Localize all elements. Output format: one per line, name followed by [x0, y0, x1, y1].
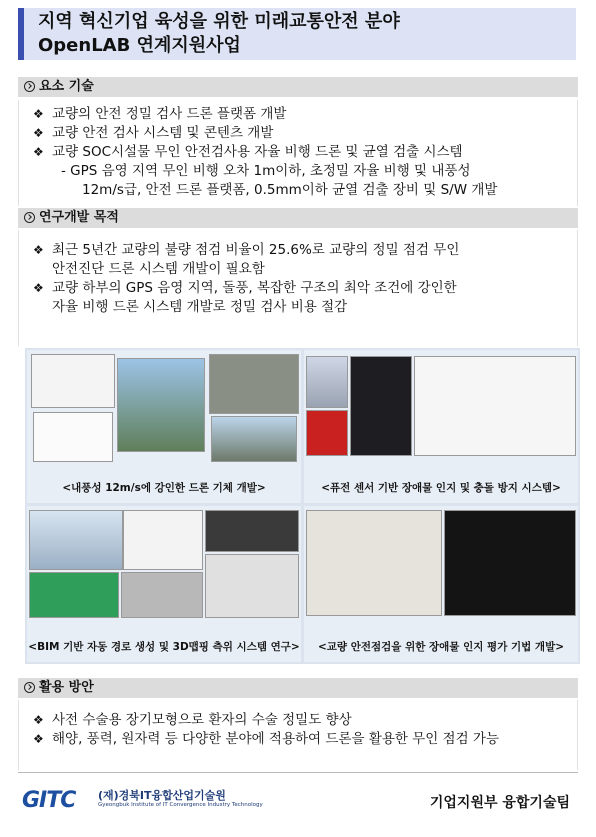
org-subtitle: Gyeongbuk Institute of IT Convergence Industry Technology — [98, 802, 263, 808]
page-title-bar — [18, 8, 576, 60]
footer-divider — [18, 772, 578, 773]
camera-view-image — [205, 510, 299, 552]
section-heading-label: 활용 방안 — [39, 680, 94, 695]
image-caption: <교량 안전점검을 위한 장애물 인지 평가 기법 개발> — [317, 641, 565, 653]
gitc-logo: GITC — [22, 788, 76, 813]
sub-list-item: 12m/s급, 안전 드론 플랫폼, 0.5mm이하 균열 검출 장비 및 S/W 개발 — [82, 182, 498, 198]
image-panel-sensor — [304, 350, 578, 503]
bridge-photo-image — [211, 416, 297, 462]
list-item: ❖ 최근 5년간 교량의 불량 점검 비율이 25.6%로 교량의 정밀 점검 무인 — [33, 242, 460, 258]
page-title-line2: OpenLAB 연계지원사업 — [38, 35, 241, 56]
image-panel-drone — [27, 350, 301, 503]
diamond-bullet-icon: ❖ — [33, 107, 44, 121]
circle-arrow-icon — [24, 682, 35, 693]
org-name: (재)경북IT융합산업기술원 — [98, 789, 226, 802]
page-title-line1: 지역 혁신기업 육성을 위한 미래교통안전 분야 — [38, 11, 400, 32]
section-body-purpose — [18, 230, 578, 346]
drone-chart-image — [31, 354, 115, 408]
bridge-model-image — [444, 510, 576, 616]
list-item: ❖ 해양, 풍력, 원자력 등 다양한 분야에 적용하여 드론을 활용한 무인 점검 가능 — [33, 731, 500, 747]
measurement-image — [205, 554, 299, 618]
image-caption: <퓨전 센서 기반 장애물 인지 및 충돌 방지 시스템> — [321, 482, 561, 494]
diamond-bullet-icon: ❖ — [33, 281, 44, 295]
department-name: 기업지원부 융합기술팀 — [429, 795, 570, 811]
sub-list-item: - GPS 음영 지역 무인 비행 오차 1m이하, 초정밀 자율 비행 및 내풍성 — [61, 163, 471, 179]
depth-map-image — [306, 410, 348, 456]
list-item-continued: 자율 비행 드론 시스템 개발로 정밀 검사 비용 절감 — [52, 299, 348, 315]
diamond-bullet-icon: ❖ — [33, 732, 44, 746]
image-panel-bim — [27, 506, 301, 662]
list-item: ❖ 교량 하부의 GPS 음영 지역, 돌풍, 복잡한 구조의 최악 조건에 강인한 — [33, 280, 457, 296]
diamond-bullet-icon: ❖ — [33, 145, 44, 159]
section-body-tech — [18, 100, 578, 206]
diamond-bullet-icon: ❖ — [33, 243, 44, 257]
test-rig-image — [306, 510, 442, 616]
circle-arrow-icon — [24, 212, 35, 223]
sensor-view-image — [306, 356, 348, 408]
image-caption: <BIM 기반 자동 경로 생성 및 3D맵핑 측위 시스템 연구> — [28, 641, 300, 653]
section-body-usage — [18, 700, 578, 770]
section-heading-usage — [18, 678, 578, 698]
section-heading-label: 요소 기술 — [39, 79, 94, 94]
list-item: ❖ 교량 안전 검사 시스템 및 콘텐츠 개발 — [33, 125, 274, 141]
lidar-image — [350, 356, 412, 456]
image-panel-evaluation — [304, 506, 578, 662]
image-grid — [25, 348, 580, 664]
circle-arrow-icon — [24, 81, 35, 92]
bim-bridge-image — [29, 510, 123, 570]
mapping-ui-image — [29, 572, 119, 618]
drone-diagram-image — [33, 412, 113, 462]
list-item: ❖ 교량 SOC시설물 무인 안전검사용 자율 비행 드론 및 균열 검출 시스템 — [33, 144, 463, 160]
drone-photo-image — [117, 358, 205, 452]
path-plot-image — [123, 510, 203, 570]
sensor-board-image — [414, 356, 576, 456]
aerial-map-image — [209, 354, 299, 414]
diamond-bullet-icon: ❖ — [33, 713, 44, 727]
diamond-bullet-icon: ❖ — [33, 126, 44, 140]
crack-image — [121, 572, 203, 618]
list-item: ❖ 사전 수술용 장기모형으로 환자의 수술 정밀도 향상 — [33, 712, 352, 728]
list-item-continued: 안전진단 드론 시스템 개발이 필요함 — [52, 261, 265, 277]
section-heading-purpose — [18, 208, 578, 228]
section-heading-tech — [18, 77, 578, 97]
section-heading-label: 연구개발 목적 — [39, 210, 119, 225]
image-caption: <내풍성 12m/s에 강인한 드론 기체 개발> — [62, 482, 266, 494]
list-item: ❖ 교량의 안전 정밀 검사 드론 플랫폼 개발 — [33, 106, 287, 122]
